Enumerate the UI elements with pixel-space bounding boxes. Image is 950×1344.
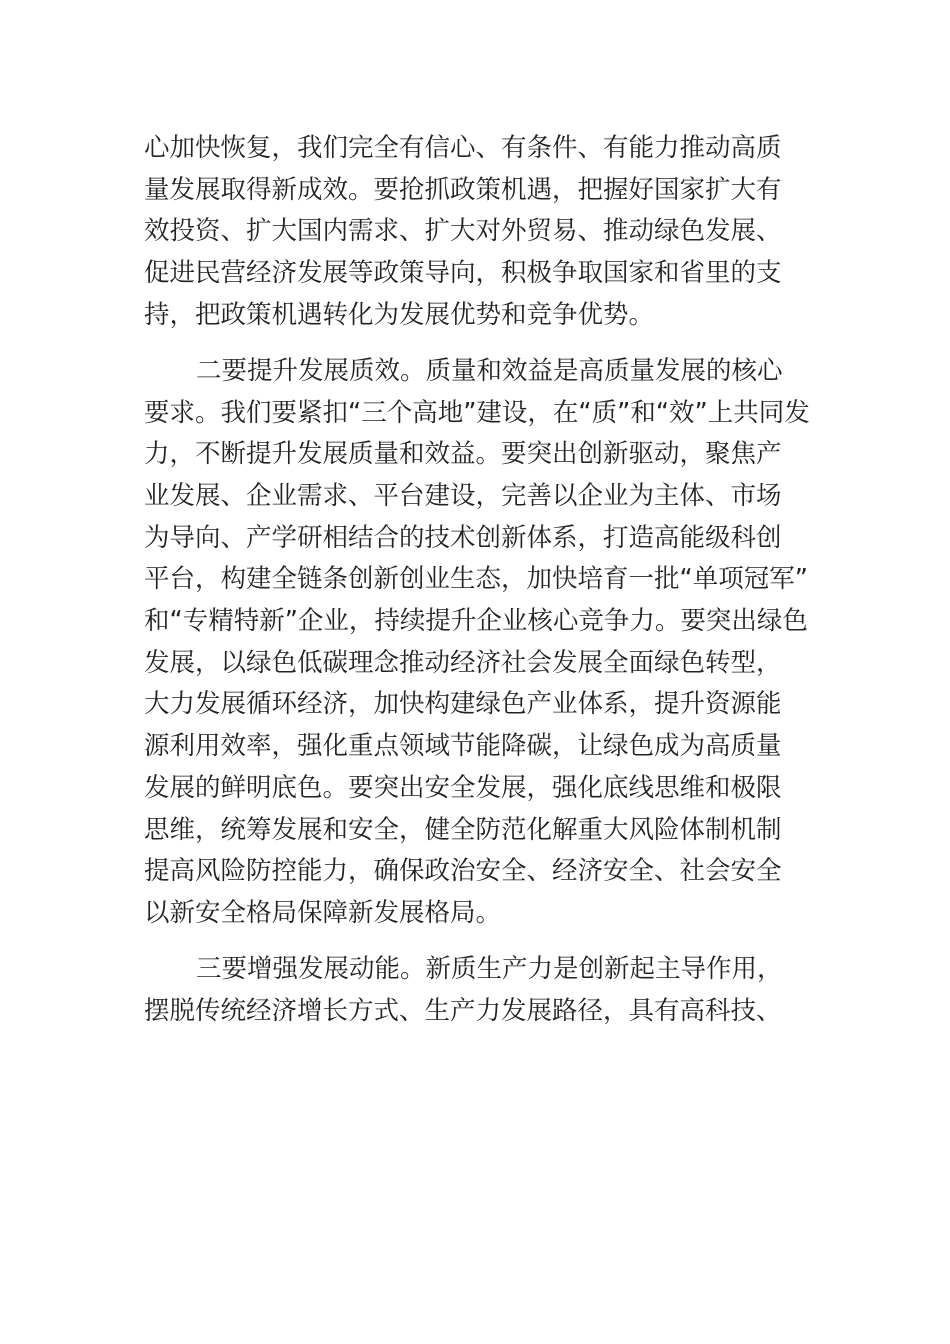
text-line: 源利用效率，强化重点领域节能降碳，让绿色成为高质量 — [144, 731, 782, 762]
text-line: 要求。我们要紧扣“三个高地”建设，在“质”和“效”上共同发 — [144, 397, 810, 428]
text-line: 力，不断提升发展质量和效益。要突出创新驱动，聚焦产 — [144, 439, 782, 470]
text-line: 和“专精特新”企业，持续提升企业核心竞争力。要突出绿色 — [144, 606, 808, 637]
text-line: 持，把政策机遇转化为发展优势和竞争优势。 — [144, 299, 655, 330]
paragraph-2 — [144, 351, 809, 935]
text-line: 发展的鲜明底色。要突出安全发展，强化底线思维和极限 — [144, 772, 782, 803]
text-line: 平台，构建全链条创新创业生态，加快培育一批“单项冠军” — [144, 564, 808, 595]
text-line: 发展，以绿色低碳理念推动经济社会发展全面绿色转型， — [144, 647, 782, 678]
paragraph-1 — [144, 128, 809, 336]
text-line: 效投资、扩大国内需求、扩大对外贸易、推动绿色发展、 — [144, 216, 782, 247]
document-body — [144, 128, 809, 1047]
text-line: 量发展取得新成效。要抢抓政策机遇，把握好国家扩大有 — [144, 174, 782, 205]
text-line: 摆脱传统经济增长方式、生产力发展路径，具有高科技、 — [144, 995, 782, 1026]
text-line: 三要增强发展动能。新质生产力是创新起主导作用， — [196, 954, 783, 985]
text-line: 为导向、产学研相结合的技术创新体系，打造高能级科创 — [144, 522, 782, 553]
text-line: 心加快恢复，我们完全有信心、有条件、有能力推动高质 — [144, 133, 782, 163]
text-line: 二要提升发展质效。质量和效益是高质量发展的核心 — [196, 355, 783, 386]
text-line: 思维，统筹发展和安全，健全防范化解重大风险体制机制 — [144, 814, 782, 845]
text-line: 业发展、企业需求、平台建设，完善以企业为主体、市场 — [144, 481, 782, 511]
text-line: 大力发展循环经济，加快构建绿色产业体系，提升资源能 — [144, 689, 782, 720]
text-line: 以新安全格局保障新发展格局。 — [144, 897, 502, 928]
paragraph-3 — [144, 949, 809, 1032]
text-line: 促进民营经济发展等政策导向，积极争取国家和省里的支 — [144, 258, 782, 289]
text-line: 提高风险防控能力，确保政治安全、经济安全、社会安全 — [144, 856, 782, 887]
